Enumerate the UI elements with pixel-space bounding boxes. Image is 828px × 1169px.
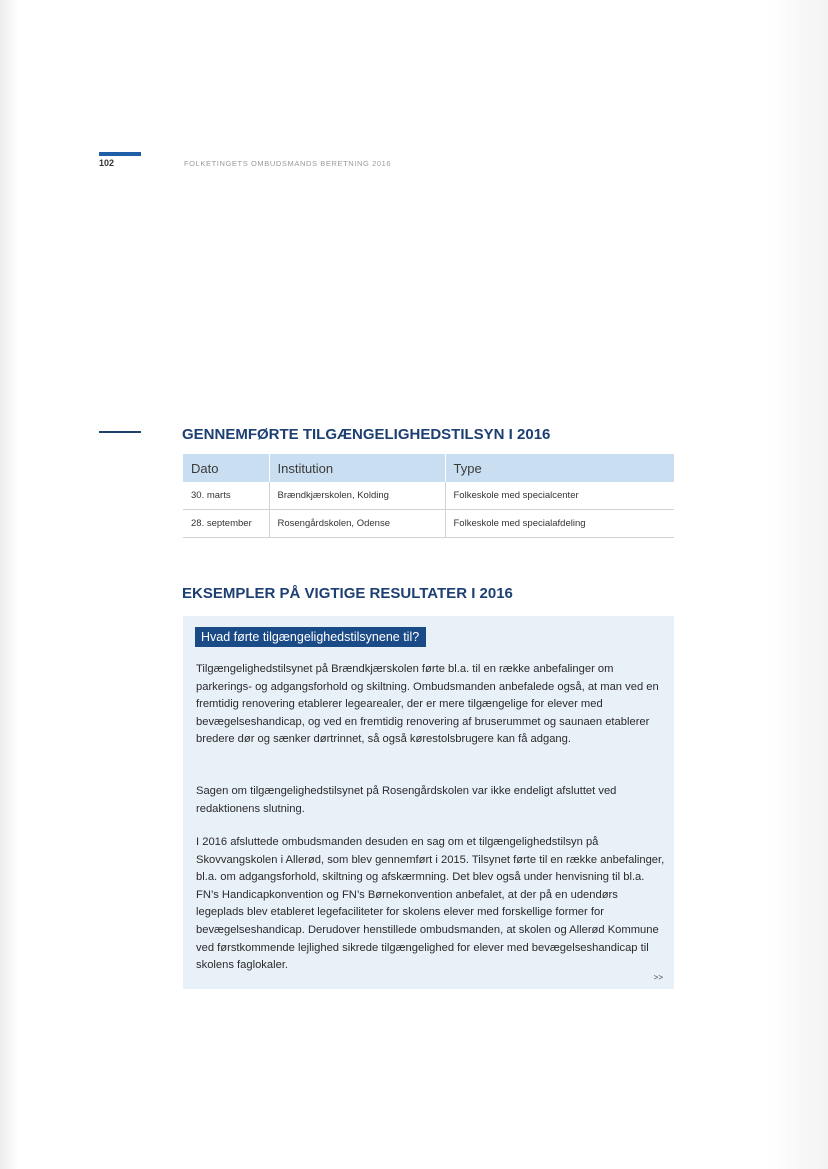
cell-institution: Brændkjærskolen, Kolding xyxy=(269,482,445,510)
continue-marker: >> xyxy=(653,973,663,982)
result-paragraph: Tilgængelighedstilsynet på Brændkjærskolen førte bl.a. til en række anbefalinger om parkerings- og adgangsforhold og skiltning. Ombudsmanden anbefalede også, at man ved en fremtidig renovering etablerer legearealer, der er mere tilgængelige for elever med bevægelseshandicap, og ved en fremtidig renovering af bruserummet og saunaen etablerer bredere dør og sænker dørtrinnet, så også kørestolsbrugere kan få adgang. xyxy=(196,663,659,746)
results-box xyxy=(183,616,674,989)
page-number: 102 xyxy=(99,158,115,168)
cell-date: 30. marts xyxy=(183,482,269,510)
result-paragraph: Sagen om tilgængelighedstilsynet på Rosengårdskolen var ikke endeligt afsluttet ved redaktionens slutning. xyxy=(196,785,617,815)
section-accent-rule xyxy=(99,431,141,433)
cell-type: Folkeskole med specialcenter xyxy=(445,482,674,510)
table-row xyxy=(183,510,674,538)
question-label: Hvad førte tilgængelighedstilsynene til? xyxy=(195,627,426,647)
column-header-institution: Institution xyxy=(269,454,445,482)
cell-institution: Rosengårdskolen, Odense xyxy=(269,510,445,538)
table-header-row xyxy=(183,454,674,482)
page-edge-shadow-left xyxy=(0,0,18,1169)
cell-date: 28. september xyxy=(183,510,269,538)
column-header-type: Type xyxy=(445,454,674,482)
cell-type: Folkeskole med specialafdeling xyxy=(445,510,674,538)
page-edge-shadow-right xyxy=(768,0,828,1169)
section-title-results: EKSEMPLER PÅ VIGTIGE RESULTATER I 2016 xyxy=(182,585,513,602)
audits-table xyxy=(183,454,674,538)
result-paragraph: I 2016 afsluttede ombudsmanden desuden en sag om et tilgængelighedstilsyn på Skovvangskolen i Allerød, som blev gennemført i 2015. Tilsynet førte til en række anbefalinger, bl.a. om adgangsforhold, skiltning og afskærmning. Det blev også under henvisning til bl.a. FN’s Handicapkonvention og FN’s Børnekonvention anbefalet, at der på en udendørs legeplads blev etableret legefaciliteter for skolens elever med forskellige former for bevægelseshandicap. Derudover henstillede ombudsmanden, at skolen og Allerød Kommune ved førstkommende lejlighed sikrede tilgængelighed for elever med bevægelseshandicap til skolens faglokaler. xyxy=(196,836,665,972)
running-header: FOLKETINGETS OMBUDSMANDS BERETNING 2016 xyxy=(184,159,392,168)
table-row xyxy=(183,482,674,510)
header-accent-bar xyxy=(99,152,141,156)
column-header-date: Dato xyxy=(183,454,269,482)
section-title-audits: GENNEMFØRTE TILGÆNGELIGHEDSTILSYN I 2016 xyxy=(182,426,551,443)
